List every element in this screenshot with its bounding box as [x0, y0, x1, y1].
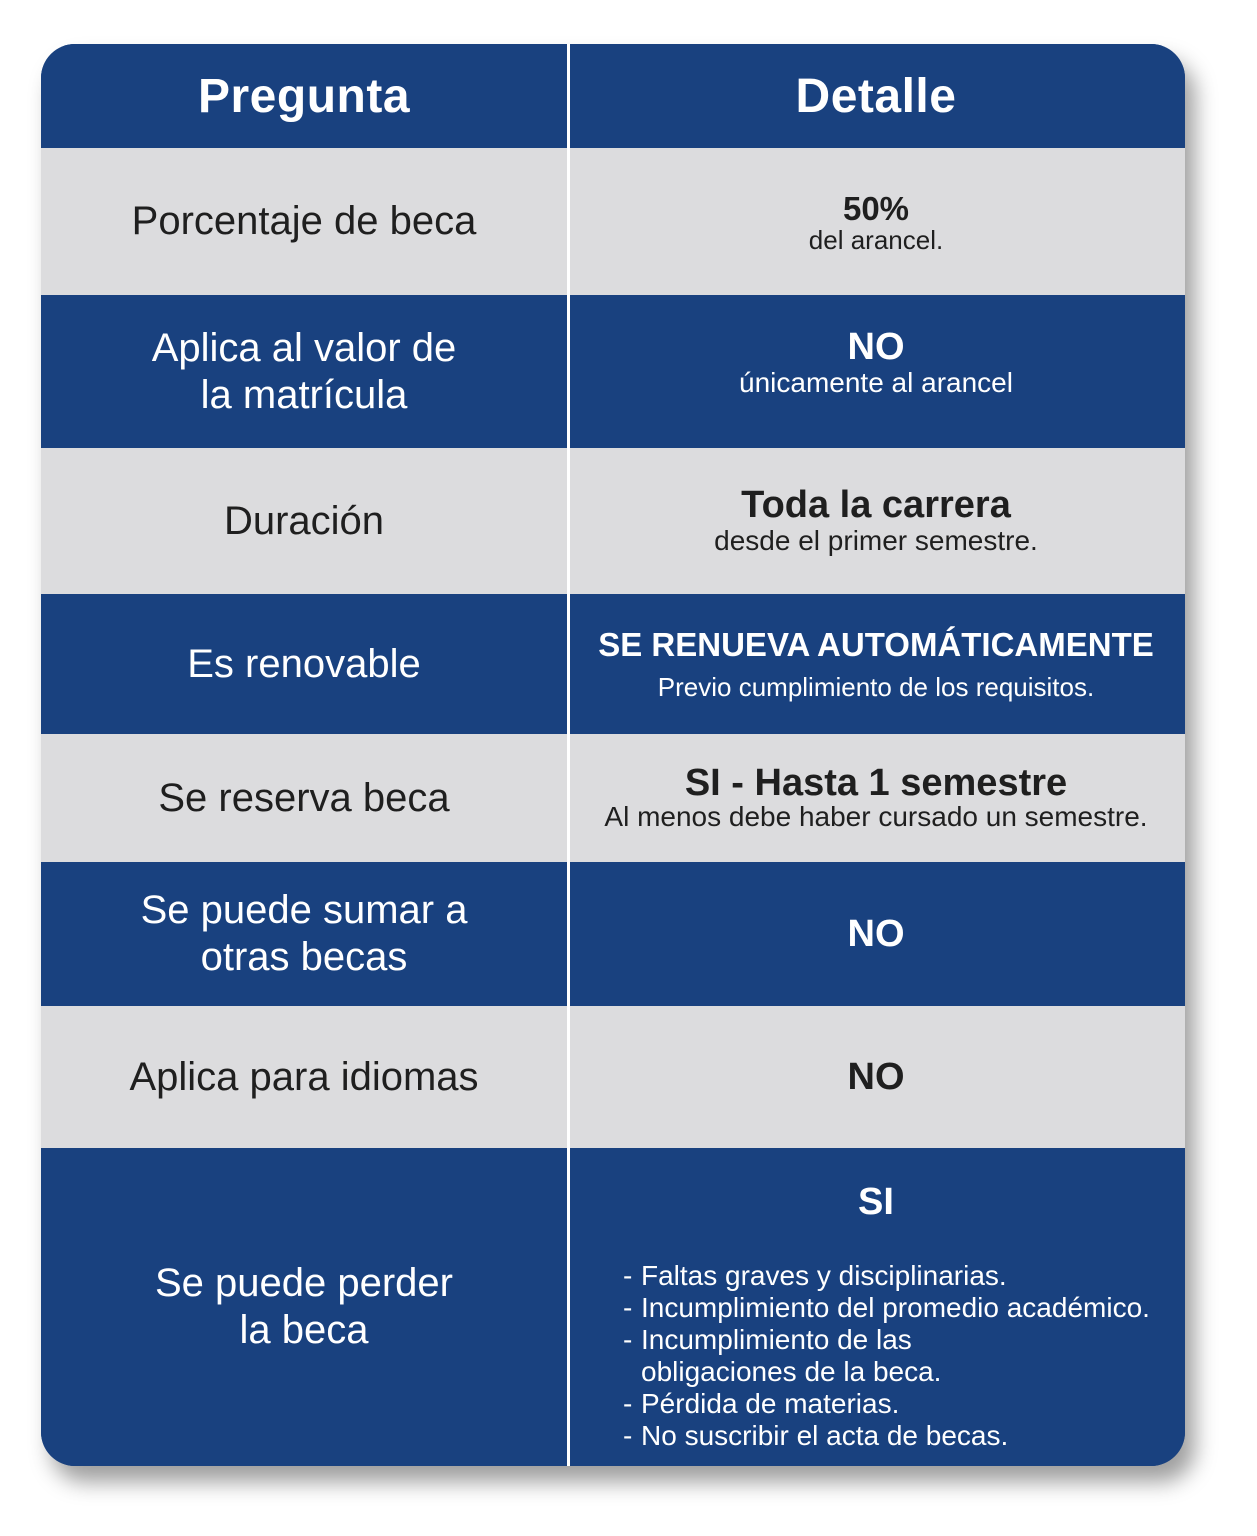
table-row	[41, 734, 1185, 862]
question-text-line2: la beca	[239, 1308, 369, 1352]
table-row	[41, 448, 1185, 594]
detail-cell	[567, 448, 1185, 594]
question-cell	[41, 862, 567, 1006]
loss-reasons-list	[567, 1260, 1185, 1452]
list-item: - Faltas graves y disciplinarias.	[623, 1260, 1185, 1292]
detail-text: del arancel.	[808, 224, 944, 255]
detail-cell	[567, 862, 1185, 1006]
detail-cell	[567, 734, 1185, 862]
detail-title: Toda la carrera	[741, 484, 1011, 526]
question-cell	[41, 448, 567, 594]
detail-text: únicamente al arancel	[739, 366, 1013, 398]
question-text: Se reserva beca	[158, 775, 450, 820]
table-row	[41, 295, 1185, 448]
question-cell	[41, 1006, 567, 1148]
detail-title: 50%	[842, 189, 910, 227]
table-row	[41, 862, 1185, 1006]
question-text: Es renovable	[187, 641, 421, 686]
detail-title: NO	[847, 1056, 905, 1098]
question-text: Porcentaje de beca	[131, 199, 477, 243]
table-row	[41, 1148, 1185, 1466]
question-text: Aplica para idiomas	[129, 1054, 479, 1099]
table-row	[41, 594, 1185, 734]
question-cell	[41, 148, 567, 295]
question-cell	[41, 1148, 567, 1466]
table-header	[41, 44, 1185, 148]
detail-title: SI	[858, 1181, 894, 1223]
scholarship-table	[41, 44, 1185, 1466]
detail-title: SE RENUEVA AUTOMÁTICAMENTE	[598, 626, 1154, 663]
detail-cell	[567, 148, 1185, 295]
list-item: - Incumplimiento de las obligaciones de la beca.	[623, 1324, 1185, 1388]
header-detalle-label: Detalle	[795, 69, 957, 123]
detail-text: Previo cumplimiento de los requisitos.	[657, 672, 1095, 702]
header-pregunta-label: Pregunta	[197, 69, 411, 123]
detail-cell	[567, 1006, 1185, 1148]
question-text-line2: la matrícula	[200, 372, 408, 417]
list-item: - Incumplimiento del promedio académico.	[623, 1292, 1185, 1324]
list-item: - Pérdida de materias.	[623, 1388, 1185, 1420]
detail-cell	[567, 594, 1185, 734]
table-row	[41, 1006, 1185, 1148]
detail-title: NO	[847, 913, 905, 955]
question-text-line1: Se puede perder	[154, 1261, 453, 1305]
header-pregunta	[41, 44, 567, 148]
question-cell	[41, 295, 567, 448]
question-text-line2: otras becas	[200, 935, 408, 979]
question-text-line1: Aplica al valor de	[151, 325, 457, 370]
detail-cell	[567, 295, 1185, 448]
list-item: - No suscribir el acta de becas.	[623, 1420, 1185, 1452]
question-text-line1: Se puede sumar a	[140, 888, 468, 932]
table-row	[41, 148, 1185, 295]
detail-title: NO	[847, 325, 905, 368]
detail-text: desde el primer semestre.	[714, 525, 1038, 556]
question-cell	[41, 734, 567, 862]
detail-text: Al menos debe haber cursado un semestre.	[604, 801, 1148, 832]
question-text: Duración	[223, 498, 385, 543]
detail-title: SI - Hasta 1 semestre	[684, 762, 1068, 804]
column-divider	[567, 44, 570, 1466]
detail-cell	[567, 1148, 1185, 1466]
question-cell	[41, 594, 567, 734]
header-detalle	[567, 44, 1185, 148]
